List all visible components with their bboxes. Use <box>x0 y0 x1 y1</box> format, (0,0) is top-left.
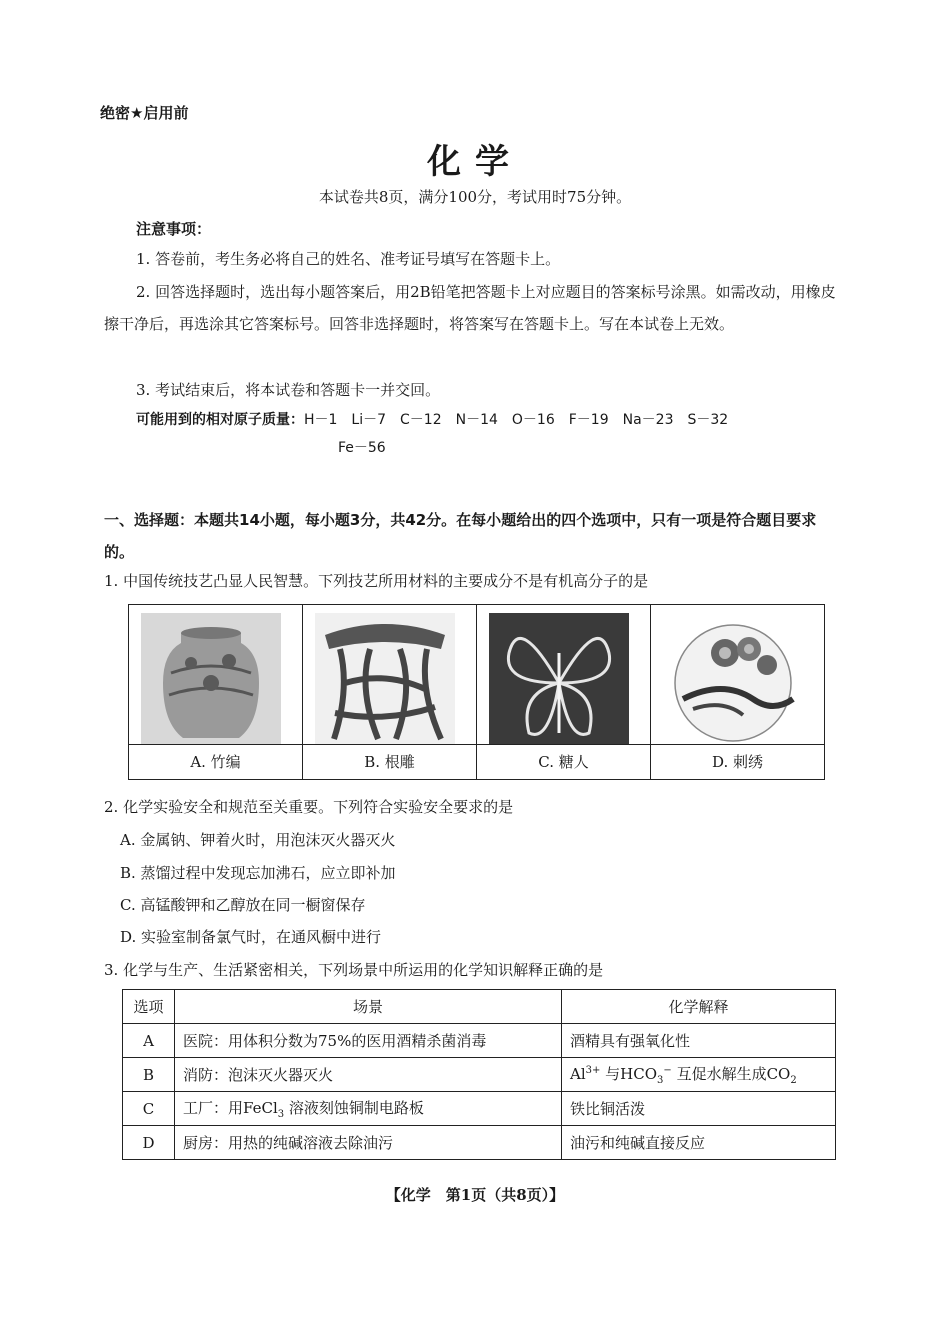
row-explanation: 铁比铜活泼 <box>562 1092 836 1126</box>
option-c-cell <box>477 605 651 779</box>
table-row <box>123 1092 836 1126</box>
row-scene: 厨房：用热的纯碱溶液去除油污 <box>175 1126 562 1160</box>
notice-item-1: 1. 答卷前，考生务必将自己的姓名、准考证号填写在答题卡上。 <box>136 250 561 268</box>
exam-intro: 本试卷共8页，满分100分，考试用时75分钟。 <box>318 188 632 206</box>
row-scene: 工厂：用FeCl$_3$ 溶液刻蚀铜制电路板 <box>175 1092 562 1126</box>
atomic-mass-line <box>136 404 856 436</box>
confidential-label: 绝密★启用前 <box>100 104 189 122</box>
question-2-stem: 2. 化学实验安全和规范至关重要。下列符合实验安全要求的是 <box>104 798 514 816</box>
row-option: C <box>123 1092 175 1126</box>
row-scene: 消防：泡沫灭火器灭火 <box>175 1058 562 1092</box>
question-2-option-b: B. 蒸馏过程中发现忘加沸石，应立即补加 <box>120 864 396 882</box>
table-row <box>123 1126 836 1160</box>
question-1-image-table <box>128 604 825 780</box>
col-explanation-header: 化学解释 <box>562 990 836 1024</box>
section-heading: 一、选择题：本题共14小题，每小题3分，共42分。在每小题给出的四个选项中，只有一项是符合题目要求的。 <box>104 511 817 561</box>
option-b-cell <box>303 605 477 779</box>
row-scene: 医院：用体积分数为75%的医用酒精杀菌消毒 <box>175 1024 562 1058</box>
notice-item-2: 2. 回答选择题时，选出每小题答案后，用2B铅笔把答题卡上对应题目的答案标号涂黑。如需改动，用橡皮擦干净后，再选涂其它答案标号。回答非选择题时，将答案写在答题卡上。写在本试卷上无效。 <box>104 283 836 333</box>
table-row <box>123 1024 836 1058</box>
row-option: B <box>123 1058 175 1092</box>
question-3-table <box>122 989 836 1160</box>
option-c-label: C. 糖人 <box>477 744 650 779</box>
option-a-label: A. 竹编 <box>129 744 302 779</box>
row-explanation: $Al^{3+}$ 与$HCO_3^-$ 互促水解生成$CO_2$ <box>562 1058 836 1092</box>
row-explanation: 酒精具有强氧化性 <box>562 1024 836 1058</box>
sugar-figure-image <box>489 613 629 745</box>
page-footer: 【化学 第1页（共8页）】 <box>385 1186 565 1204</box>
embroidery-image <box>663 613 803 745</box>
table-header-row <box>123 990 836 1024</box>
root-carving-image <box>315 613 455 745</box>
question-1-stem: 1. 中国传统技艺凸显人民智慧。下列技艺所用材料的主要成分不是有机高分子的是 <box>104 572 649 590</box>
row-option: D <box>123 1126 175 1160</box>
atomic-mass-extra: Fe－56 <box>338 440 386 456</box>
col-scene-header: 场景 <box>175 990 562 1024</box>
atomic-mass-label: 可能用到的相对原子质量： <box>136 412 304 428</box>
notice-heading: 注意事项： <box>136 220 212 238</box>
option-b-label: B. 根雕 <box>303 744 476 779</box>
atomic-mass-values: H－1 Li－7 C－12 N－14 O－16 F－19 Na－23 S－32 <box>304 412 729 428</box>
option-d-cell <box>651 605 824 779</box>
row-option: A <box>123 1024 175 1058</box>
option-d-label: D. 刺绣 <box>651 744 824 779</box>
option-a-cell <box>129 605 303 779</box>
question-3-stem: 3. 化学与生产、生活紧密相关，下列场景中所运用的化学知识解释正确的是 <box>104 961 604 979</box>
row-explanation: 油污和纯碱直接反应 <box>562 1126 836 1160</box>
col-option-header: 选项 <box>123 990 175 1024</box>
question-2-option-c: C. 高锰酸钾和乙醇放在同一橱窗保存 <box>120 896 366 914</box>
notice-item-3: 3. 考试结束后，将本试卷和答题卡一并交回。 <box>136 381 441 399</box>
bamboo-weaving-image <box>141 613 281 745</box>
question-2-option-d: D. 实验室制备氯气时，在通风橱中进行 <box>120 928 382 946</box>
table-row <box>123 1058 836 1092</box>
page-title: 化学 <box>427 142 523 182</box>
question-2-option-a: A. 金属钠、钾着火时，用泡沫灭火器灭火 <box>120 831 396 849</box>
